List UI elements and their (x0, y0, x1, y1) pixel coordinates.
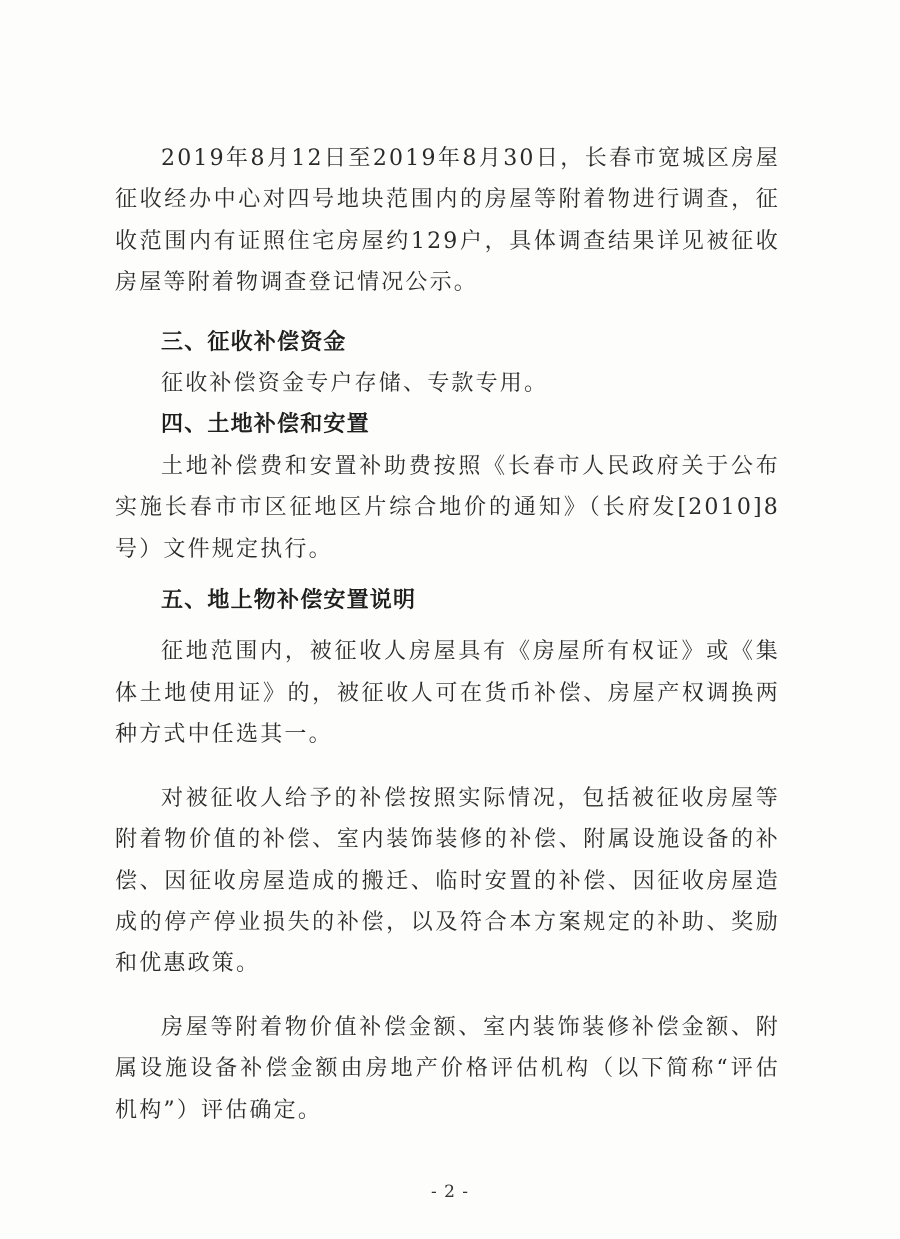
paragraph-land-compensation: 土地补偿费和安置补助费按照《长春市人民政府关于公布实施长春市市区征地区片综合地价的通知》（长府发[2010]8号）文件规定执行。 (115, 453, 780, 562)
paragraph-valuation: 房屋等附着物价值补偿金额、室内装饰装修补偿金额、附属设施设备补偿金额由房地产价格评估机构（以下简称“评估机构”）评估确定。 (115, 1014, 780, 1123)
paragraph-survey: 2019年8月12日至2019年8月30日，长春市宽城区房屋征收经办中心对四号地块范围内的房屋等附着物进行调查，征收范围内有证照住宅房屋约129户，具体调查结果详见被征收房屋等附着物调查登记情况公示。 (115, 146, 780, 296)
heading-ground-objects: 五、地上物补偿安置说明 (161, 588, 417, 614)
paragraph-compensation-options: 征地范围内，被征收人房屋具有《房屋所有权证》或《集体土地使用证》的，被征收人可在货币补偿、房屋产权调换两种方式中任选其一。 (115, 639, 780, 748)
document-body (115, 138, 780, 1131)
page-number: - 2 - (430, 1182, 470, 1202)
heading-compensation-funds: 三、征收补偿资金 (161, 329, 347, 355)
paragraph-compensation-funds: 征收补偿资金专户存储、专款专用。 (161, 371, 549, 397)
paragraph-compensation-scope: 对被征收人给予的补偿按照实际情况，包括被征收房屋等附着物价值的补偿、室内装饰装修的补偿、附属设施设备的补偿、因征收房屋造成的搬迁、临时安置的补偿、因征收房屋造成的停产停业损失的补偿，以及符合本方案规定的补助、奖励和优惠政策。 (115, 785, 780, 977)
heading-land-compensation: 四、土地补偿和安置 (161, 412, 370, 438)
